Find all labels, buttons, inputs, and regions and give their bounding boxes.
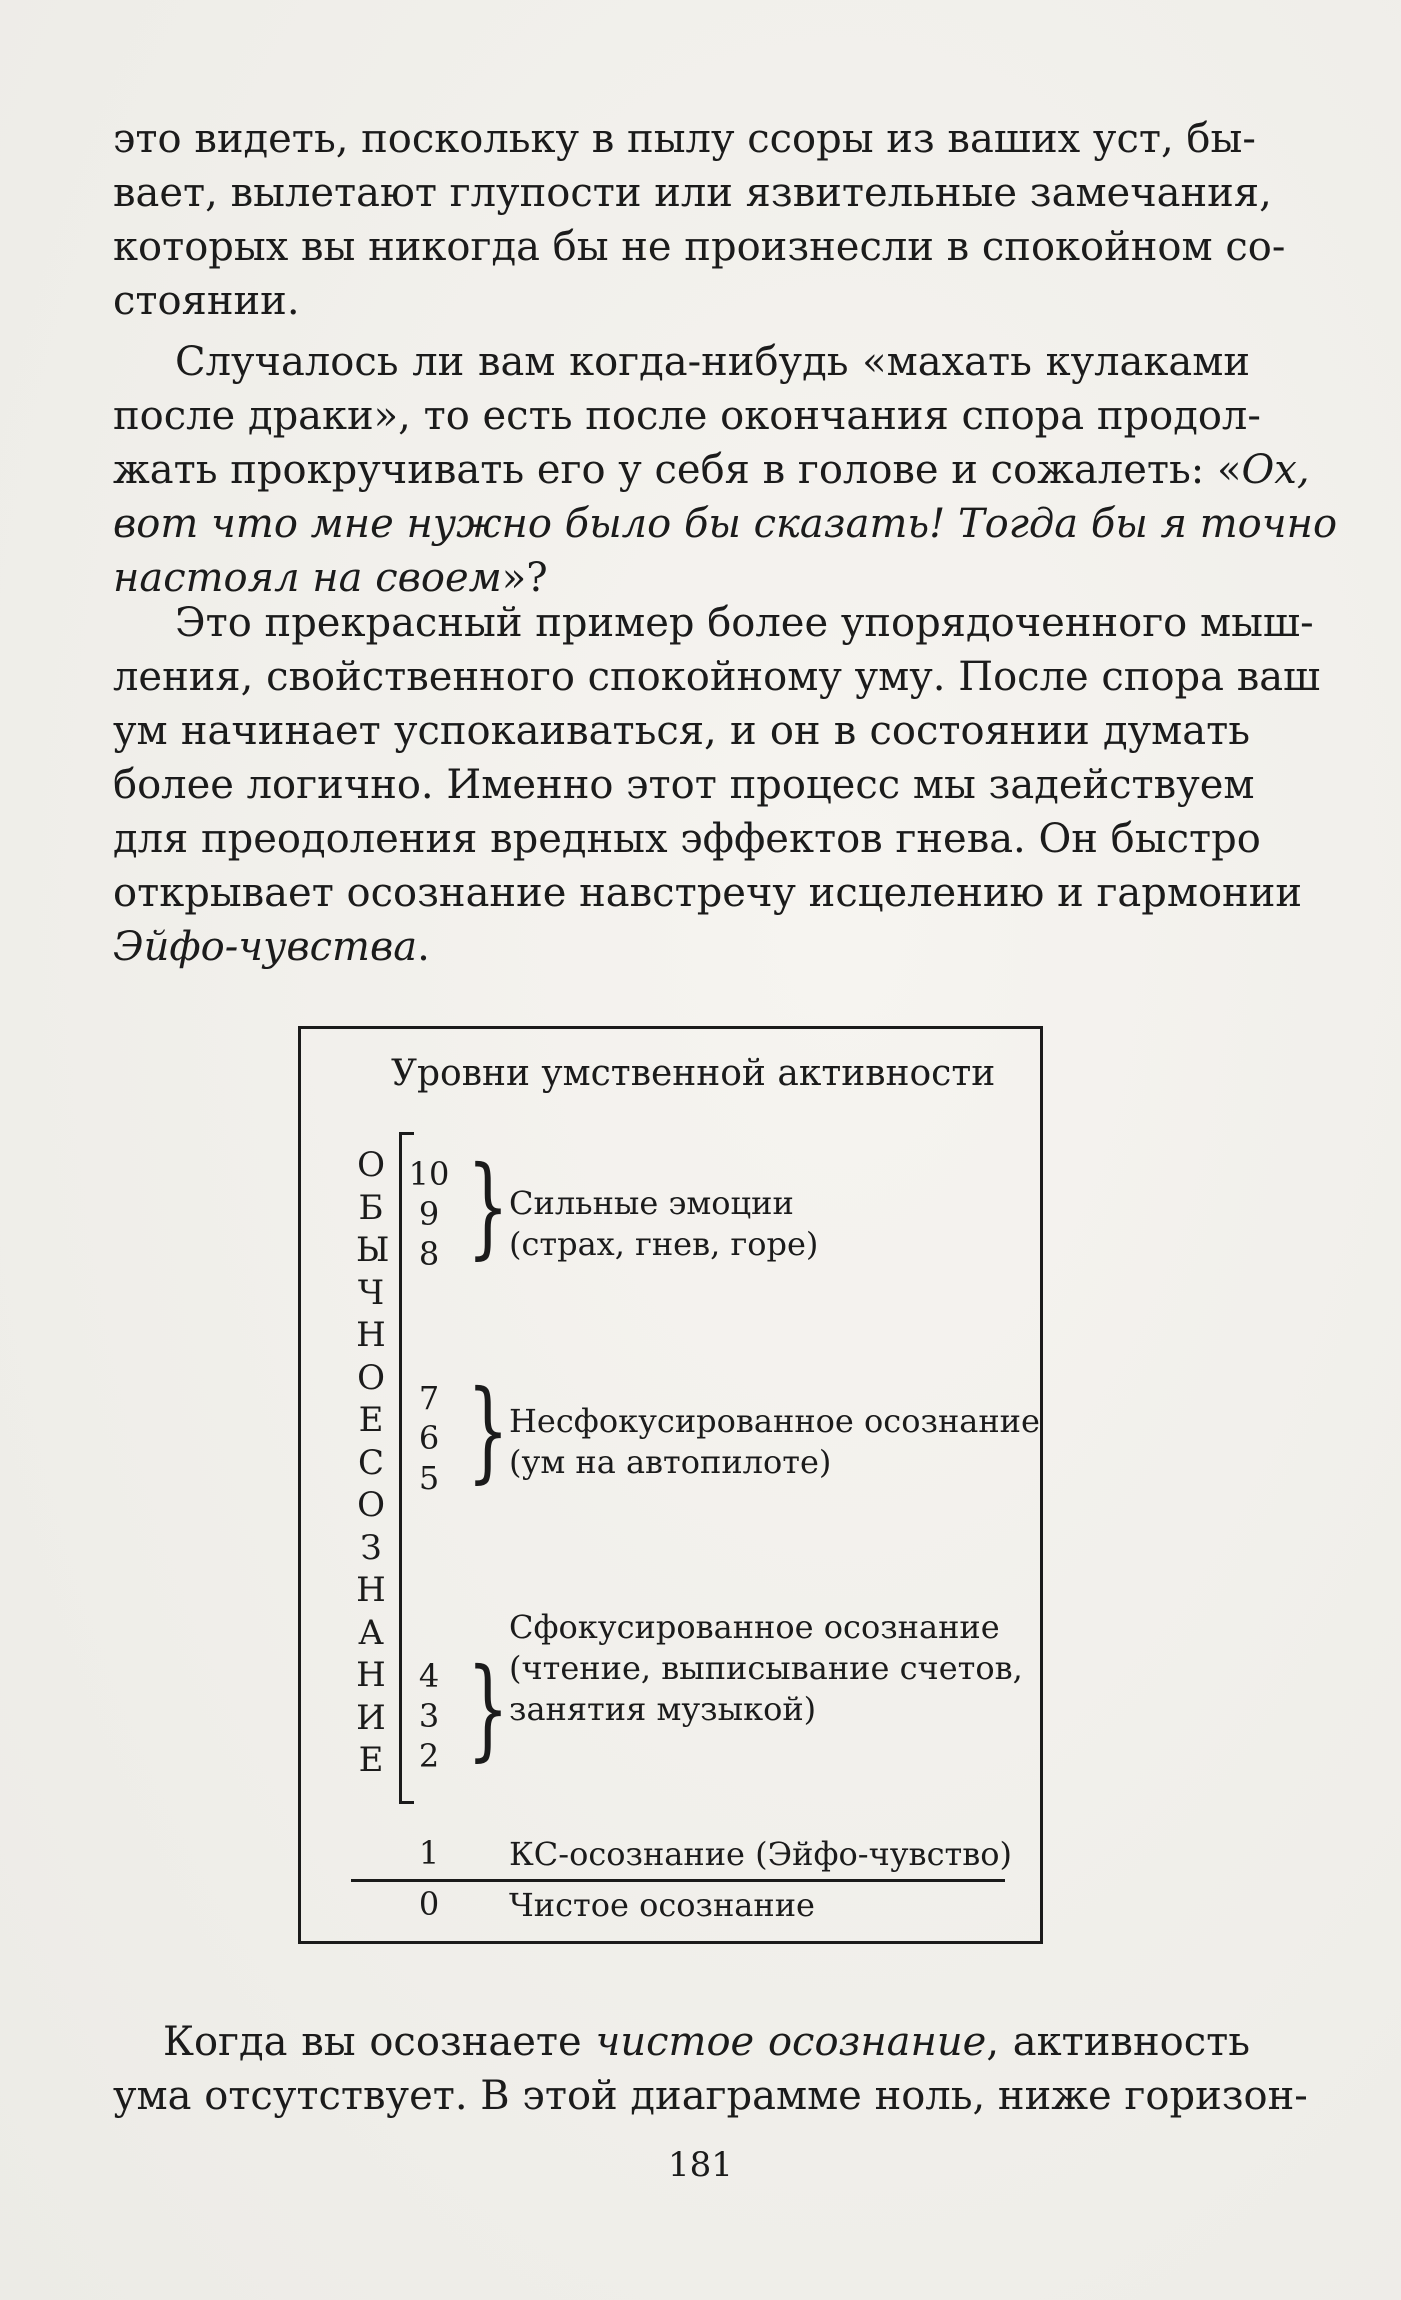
italic-span: настоял на своем [113, 555, 502, 601]
vertical-letter: Ы [356, 1230, 390, 1270]
group-label-line: Сфокусированное осознание [509, 1608, 1000, 1646]
paragraph-3 [113, 596, 1321, 974]
text-line: для преодоления вредных эффектов гнева. Он быстро [113, 816, 1261, 862]
group-label-line: Несфокусированное осознание [509, 1402, 1040, 1440]
diagram-title: Уровни умственной активности [391, 1053, 996, 1094]
italic-span: чистое осознание [595, 2019, 987, 2065]
group-label-focused [509, 1607, 1023, 1730]
group-label-strong-emotions [509, 1183, 818, 1265]
vertical-label-ordinary-awareness [356, 1144, 390, 1782]
text-line: которых вы никогда бы не произнесли в спокойном со- [113, 224, 1286, 270]
group-label-line: Сильные эмоции [509, 1184, 794, 1222]
vertical-letter: О [357, 1485, 385, 1525]
text-line: более логично. Именно этот процесс мы задействуем [113, 762, 1255, 808]
text-line: открывает осознание навстречу исцелению и гармонии [113, 870, 1303, 916]
level-number: 1 [418, 1834, 440, 1872]
vertical-letter: И [356, 1697, 386, 1738]
page-number: 181 [668, 2145, 733, 2185]
text-line: ления, свойственного спокойному уму. После спора ваш [113, 654, 1321, 700]
level-number: 5 [418, 1459, 440, 1497]
paragraph-4 [113, 2015, 1308, 2123]
group-label-line: занятия музыкой) [509, 1690, 817, 1728]
italic-span: вот что мне нужно было бы сказать! Тогда бы я точно [113, 501, 1338, 547]
text-line: ум начинает успокаиваться, и он в состоянии думать [113, 708, 1250, 754]
text-span: Когда вы осознаете [163, 2019, 596, 2065]
level-number: 8 [418, 1235, 440, 1273]
group-label-unfocused [509, 1401, 1040, 1483]
text-span: . [417, 924, 430, 970]
text-line: ума отсутствует. В этой диаграмме ноль, ниже горизон- [113, 2073, 1308, 2119]
vertical-letter: О [357, 1145, 385, 1185]
text-span: жать прокручивать его у себя в голове и сожалеть: « [113, 447, 1242, 493]
level-number: 6 [418, 1419, 440, 1457]
level-0-label: Чистое осознание [509, 1886, 815, 1924]
text-line: это видеть, поскольку в пылу ссоры из ваших уст, бы- [113, 116, 1256, 162]
level-number: 0 [418, 1885, 440, 1923]
text-line [113, 443, 1310, 497]
italic-span: Эйфо-чувства [113, 924, 418, 970]
group-label-line: (страх, гнев, горе) [509, 1225, 819, 1263]
vertical-letter: Н [356, 1655, 386, 1695]
vertical-letter: С [357, 1442, 384, 1483]
paragraph-2 [113, 335, 1338, 605]
italic-span: Ох, [1241, 447, 1310, 493]
vertical-letter: Н [356, 1315, 386, 1355]
text-line: Случалось ли вам когда-нибудь «махать кулаками [175, 339, 1250, 385]
text-line [113, 497, 1338, 551]
text-line: после драки», то есть после окончания спора продол- [113, 393, 1261, 439]
group-label-line: (чтение, выписывание счетов, [509, 1649, 1023, 1687]
text-line: Это прекрасный пример более упорядоченного мыш- [175, 600, 1314, 646]
brace-icon: } [467, 1644, 509, 1772]
text-line [113, 2015, 1250, 2069]
level-number: 2 [418, 1737, 440, 1775]
brace-icon: } [467, 1142, 509, 1270]
vertical-letter: Ч [357, 1272, 385, 1313]
level-number: 3 [418, 1697, 440, 1735]
vertical-letter: Б [358, 1187, 384, 1228]
level-number: 10 [408, 1155, 450, 1193]
text-span: »? [501, 555, 548, 601]
group-label-line: (ум на автопилоте) [509, 1443, 832, 1481]
level-1-label: КС-осознание (Эйфо-чувство) [509, 1835, 1012, 1873]
level-number: 4 [418, 1657, 440, 1695]
text-line: вает, вылетают глупости или язвительные замечания, [113, 170, 1272, 216]
text-line [113, 920, 1250, 974]
vertical-letter: Н [356, 1570, 386, 1610]
mental-activity-diagram [298, 1026, 1043, 1944]
vertical-letter: О [357, 1357, 385, 1398]
vertical-letter: А [358, 1612, 384, 1653]
level-number: 9 [418, 1195, 440, 1233]
paragraph-1 [113, 112, 1286, 328]
text-line: стоянии. [113, 278, 300, 324]
level-number: 7 [418, 1379, 440, 1417]
vertical-letter: Е [358, 1740, 384, 1780]
vertical-letter: З [360, 1527, 382, 1568]
brace-icon: } [467, 1366, 509, 1494]
text-span: , активность [986, 2019, 1251, 2065]
vertical-letter: Е [358, 1400, 384, 1440]
horizontal-divider [351, 1879, 1005, 1882]
